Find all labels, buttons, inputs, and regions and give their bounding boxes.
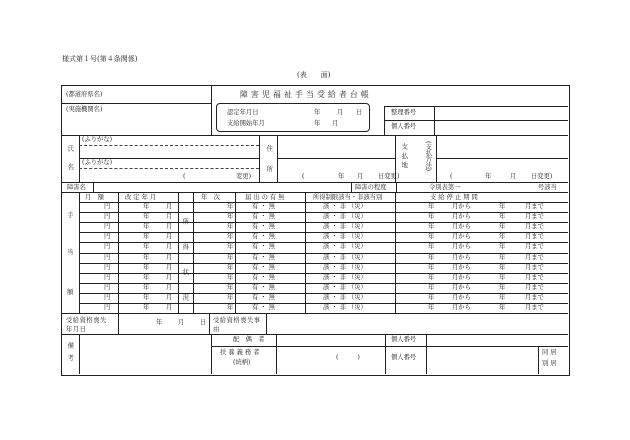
table-row: 円 年 月 年 有 ・ 無 該 ・ 非 （災） 年 月から 年 月まで (104, 283, 544, 291)
table-row: 円 年 月 年 有 ・ 無 該 ・ 非 （災） 年 月から 年 月まで (104, 253, 544, 261)
furigana-label-1: (ふりがな) (82, 136, 113, 143)
table-row: 円 年 月 年 有 ・ 無 該 ・ 非 （災） 年 月から 年 月まで (104, 223, 544, 231)
dependent-personal-no-label: 個人番号 (391, 354, 417, 361)
payment-method-label: (支払方法) (424, 141, 432, 172)
applicable-label: 号該当 (538, 184, 557, 191)
personal-no-label: 個人番号 (391, 123, 417, 130)
table-row: 円 年 月 年 有 ・ 無 該 ・ 非 （災） 年 月から 年 月まで (104, 203, 544, 210)
disability-name-label: 障害名 (67, 184, 86, 191)
table-row: 円 年 月 年 有 ・ 無 該 ・ 非 （災） 年 月から 年 月まで (104, 213, 544, 221)
remarks-label: 備考 (66, 342, 74, 367)
year-col-label: 年 次 (201, 194, 220, 201)
address-label: 住所 (265, 145, 273, 186)
form-number: 様式第１号(第４条関係) (62, 55, 138, 63)
spouse-personal-no-label: 個人番号 (391, 336, 417, 343)
table-row: 円 年 月 年 有 ・ 無 該 ・ 非 （災） 年 月から 年 月まで (104, 273, 544, 281)
cert-date-box (216, 103, 370, 132)
name-label: 氏名 (66, 145, 74, 182)
payment-place-label: 支払地 (400, 143, 408, 171)
table-row: 円 年 月 年 有 ・ 無 該 ・ 非 （災） 年 月から 年 月まで (104, 233, 544, 241)
disability-degree-label: 障害の程度 (355, 184, 387, 191)
table-row: 円 年 月 年 有 ・ 無 該 ・ 非 （災） 年 月から 年 月まで (104, 243, 544, 251)
qualification-lost-label: 受給資格喪失年月日 (66, 317, 107, 333)
ledger-title: 障害児福祉手当受給者台帳 (240, 90, 372, 99)
separate-label: 別 居 (542, 360, 557, 367)
together-label: 同 居 (542, 349, 557, 356)
spouse-label: 配 偶 者 (233, 336, 265, 343)
ordinance-label: 令別表第一 (429, 184, 461, 191)
revision-label: 改 定 年 月 (125, 194, 157, 201)
agency-label: (実施機関名) (66, 106, 103, 113)
cert-date-label: 認定年月日 (227, 109, 259, 116)
dependent-relation: (続柄) (233, 359, 251, 366)
limit-label: 所得制限該当・非該当別 (313, 194, 383, 201)
income-label: 所得状況 (181, 218, 189, 320)
table-row: 円 年 月 年 有 ・ 無 該 ・ 非 （災） 年 月から 年 月まで (104, 293, 544, 301)
side-label: (表 面) (297, 71, 331, 79)
amount-label: 月 額 (85, 194, 104, 201)
furigana-label-2: (ふりがな) (82, 159, 113, 166)
allowance-label-1: 手 (67, 212, 74, 219)
table-row: 円 年 月 年 有 ・ 無 該 ・ 非 （災） 年 月から 年 月まで (104, 304, 544, 311)
prefecture-label: (都道府県名) (66, 91, 103, 98)
report-label: 届 出 の 有 無 (245, 194, 285, 201)
allowance-label-2: 当 (67, 249, 74, 256)
table-row: 円 年 月 年 有 ・ 無 該 ・ 非 （災） 年 月から 年 月まで (104, 263, 544, 271)
dependent-label: 扶 養 義 務 者 (220, 349, 260, 356)
suspension-label: 支 給 停 止 期 間 (430, 194, 478, 201)
loss-reason-label: 受給資格喪失事由 (213, 317, 261, 333)
allowance-label-3: 額 (67, 289, 74, 296)
payment-start-label: 支給開始年月 (227, 120, 265, 127)
record-no-label: 整理番号 (391, 109, 417, 116)
